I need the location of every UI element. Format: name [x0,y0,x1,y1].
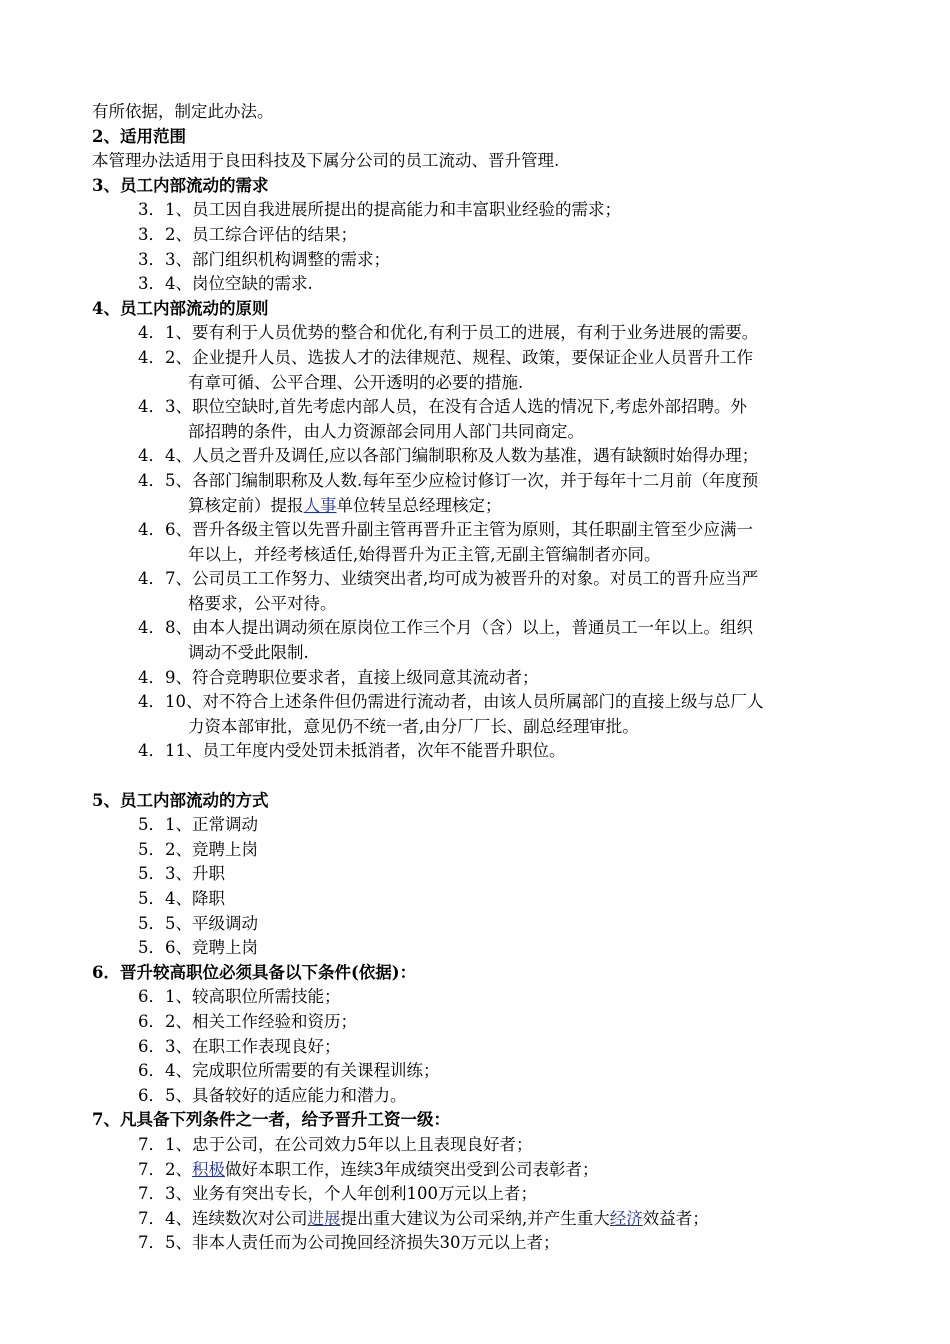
list-item [92,223,872,248]
list-item [92,248,872,273]
list-item [92,862,872,887]
list-item [92,469,872,518]
list-item-text: 4．4、人员之晋升及调任,应以各部门编制职称及人数为基准，遇有缺额时始得办理； [138,446,759,466]
list-item-text: 4．10、对不符合上述条件但仍需进行流动者，由该人员所属部门的直接上级与总厂人 [138,692,764,712]
list-item-text: 6．4、完成职位所需要的有关课程训练； [138,1061,440,1081]
list-item [92,198,872,223]
section-heading: 5、员工内部流动的方式 [92,790,269,810]
list-item-text: 6．1、较高职位所需技能； [138,987,341,1007]
hyperlink[interactable]: 经济 [609,1208,643,1228]
list-item [92,1059,872,1084]
list-item [92,1035,872,1060]
list-item-text: 6．5、具备较好的适应能力和潜力。 [138,1085,407,1105]
list-item-continuation: 年以上，并经考核适任,始得晋升为正主管,无副主管编制者亦同。 [188,544,661,564]
list-item [92,666,872,691]
list-item-text: 7．5、非本人责任而为公司挽回经济损失30万元以上者； [138,1233,560,1253]
list-item [92,346,872,395]
list-item-text: 4．11、员工年度内受处罚未抵消者，次年不能晋升职位。 [138,741,566,761]
document-body [92,100,872,1256]
list-item [92,887,872,912]
list-item [92,838,872,863]
list-item-continuation: 算核定前）提报人事单位转呈总经理核定； [188,495,502,515]
list-item [92,1182,872,1207]
list-item-text: 4．7、公司员工工作努力、业绩突出者,均可成为被晋升的对象。对员工的晋升应当严 [138,569,759,589]
hyperlink[interactable]: 积极 [192,1159,225,1179]
list-item-text: 5．5、平级调动 [138,913,258,933]
list-item-text: 4．3、职位空缺时,首先考虑内部人员，在没有合适人选的情况下,考虑外部招聘。外 [138,397,747,417]
section-heading: 6．晋升较高职位必须具备以下条件(依据)： [92,962,417,982]
list-item-continuation: 格要求，公平对待。 [188,593,337,613]
list-item [92,616,872,665]
section-heading: 4、员工内部流动的原则 [92,298,269,318]
list-item [92,1207,872,1232]
list-item-text: 4．5、各部门编制职称及人数.每年至少应检讨修订一次，并于每年十二月前（年度预 [138,470,759,490]
paragraph: 有所依据，制定此办法。 [92,102,274,121]
list-item-text: 6．2、相关工作经验和资历； [138,1011,357,1031]
list-item [92,444,872,469]
list-item-text: 4．9、符合竞聘职位要求者，直接上级同意其流动者； [138,667,539,687]
list-item [92,912,872,937]
list-item [92,936,872,961]
list-item-text: 5．1、正常调动 [138,815,258,835]
list-item-text: 3．3、部门组织机构调整的需求； [138,249,390,269]
list-item [92,985,872,1010]
list-item [92,395,872,444]
list-item [92,567,872,616]
list-item-continuation: 调动不受此限制. [188,643,309,663]
list-item [92,1158,872,1183]
list-item [92,321,872,346]
list-item-text: 3．4、岗位空缺的需求. [138,274,313,294]
section-heading: 3、员工内部流动的需求 [92,175,269,195]
list-item [92,1133,872,1158]
list-item-text: 7．3、业务有突出专长，个人年创利100万元以上者； [138,1184,537,1204]
list-item [92,690,872,739]
list-item [92,739,872,764]
list-item-text: 4．2、企业提升人员、选拔人才的法律规范、规程、政策，要保证企业人员晋升工作 [138,347,753,367]
list-item-text: 6．3、在职工作表现良好； [138,1036,341,1056]
list-item-text: 3．2、员工综合评估的结果； [138,224,357,244]
list-item-continuation: 有章可循、公平合理、公开透明的必要的措施. [188,372,524,392]
list-item-text: 7．4、连续数次对公司进展提出重大建议为公司采纳,并产生重大经济效益者； [138,1208,709,1228]
section-heading: 2、适用范围 [92,126,186,146]
paragraph: 本管理办法适用于良田科技及下属分公司的员工流动、晋升管理. [92,151,560,171]
list-item-text: 5．3、升职 [138,864,225,884]
list-item-text: 5．4、降职 [138,889,225,908]
list-item-text: 5．2、竞聘上岗 [138,839,258,859]
list-item-text: 3．1、员工因自我进展所提出的提高能力和丰富职业经验的需求； [138,200,621,220]
list-item-text: 4．1、要有利于人员优势的整合和优化,有利于员工的进展，有利于业务进展的需要。 [138,323,759,343]
list-item-text: 7．2、积极做好本职工作，连续3年成绩突出受到公司表彰者； [138,1159,599,1179]
list-item-continuation: 力资本部审批，意见仍不统一者,由分厂厂长、副总经理审批。 [188,716,639,736]
list-item-continuation: 部招聘的条件，由人力资源部会同用人部门共同商定。 [188,421,584,441]
list-item [92,1010,872,1035]
list-item [92,813,872,838]
hyperlink[interactable]: 人事 [303,495,337,515]
list-item-text: 5．6、竞聘上岗 [138,938,258,958]
list-item [92,518,872,567]
list-item-text: 4．8、由本人提出调动须在原岗位工作三个月（含）以上，普通员工一年以上。组织 [138,618,753,638]
section-heading: 7、凡具备下列条件之一者，给予晋升工资一级： [92,1110,450,1130]
hyperlink[interactable]: 进展 [307,1208,341,1228]
list-item [92,1231,872,1256]
list-item [92,1084,872,1109]
list-item-text: 7．1、忠于公司，在公司效力5年以上且表现良好者； [138,1134,533,1154]
list-item-text: 4．6、晋升各级主管以先晋升副主管再晋升正主管为原则，其任职副主管至少应满一 [138,520,753,540]
list-item [92,272,872,297]
blank-line [92,764,872,789]
